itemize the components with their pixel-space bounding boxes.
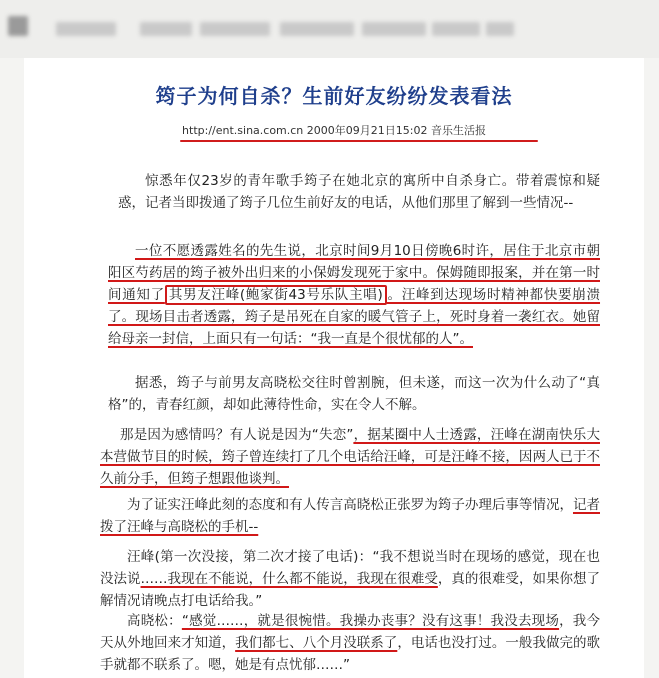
breadcrumb	[486, 22, 514, 36]
highlight-text: ，据某圈中人士透露，汪峰在湖南快乐大本营做节目的时候，筠子曾连续打了几个电话给汪峰，可是汪峰不接，因两人已于不久前分手，但筠子想跟他谈判。	[100, 427, 600, 487]
source-underline	[180, 140, 538, 142]
article-source	[24, 122, 644, 138]
paragraph-6	[100, 546, 600, 612]
site-logo	[8, 16, 28, 36]
breadcrumb	[56, 22, 116, 36]
breadcrumb	[140, 22, 192, 36]
paragraph-7-text: ，电话也没打过。一般我做完的歌手就都不联系了。嗯，她是有点忧郁……”	[100, 635, 601, 673]
paragraph-3	[108, 372, 600, 416]
boxed-text: 其男友汪峰(鲍家街43号乐队主唱)	[165, 285, 387, 305]
paragraph-4	[100, 424, 600, 490]
paragraph-4-text: 那是因为感情吗？有人说是因为“失恋”	[120, 427, 354, 443]
paragraph-7	[100, 610, 600, 676]
paragraph-2	[108, 240, 600, 350]
browser-bar	[0, 0, 659, 58]
paragraph-5	[100, 494, 600, 538]
paragraph-1-text: 惊悉年仅23岁的青年歌手筠子在她北京的寓所中自杀身亡。带着震惊和疑惑，记者当即拨通了筠子几位生前好友的电话，从他们那里了解到一些情况--	[118, 173, 600, 211]
paragraph-6-text: 汪峰(第一次没接，第二次才接了电话)：“我不想说当时在现场的感觉，现在也没法说	[100, 549, 600, 587]
source-line: http://ent.sina.com.cn 2000年09月21日15:02 音乐生活报	[182, 124, 486, 137]
paragraph-1	[118, 170, 600, 214]
highlight-text: 一位不愿透露姓名的先生说，北京时间9月10日傍晚6时许，居住于北京市朝阳区芍药居的筠子被外出归来的小保姆发现死于家中。保姆随即报案，并在第一时间通知了	[108, 243, 600, 303]
paragraph-5-text: 为了证实汪峰此刻的态度和有人传言高晓松正张罗为筠子办理后事等情况，	[127, 497, 573, 513]
highlight-text: 我们都七、八个月没联系了	[235, 635, 398, 651]
highlight-text: 记者拨了汪峰与高晓松的手机--	[100, 497, 600, 535]
breadcrumb	[200, 22, 270, 36]
highlight-text: ……我现在不能说，什么都不能说，我现在很难受	[140, 571, 438, 587]
speaker-label: 高晓松：	[127, 613, 182, 629]
article-title: 筠子为何自杀？生前好友纷纷发表看法	[155, 84, 513, 108]
paragraph-3-text: 据悉，筠子与前男友高晓松交往时曾割腕，但未遂，而这一次为什么动了“真格”的，青春红颜，却如此薄待性命，实在令人不解。	[108, 375, 600, 413]
breadcrumb	[280, 22, 354, 36]
highlight-text: “感觉……，就是很惋惜。我操办丧事？没有这事！我没去现场	[181, 613, 560, 629]
breadcrumb	[362, 22, 426, 36]
breadcrumb	[432, 22, 480, 36]
article-page	[24, 58, 644, 678]
paragraph-6-text: ，真的很难受，如果你想了解情况请晚点打电话给我。”	[100, 571, 601, 609]
paragraph-7-text: ，我今天从外地回来才知道，	[100, 613, 601, 651]
highlight-text: 。汪峰到达现场时精神都快要崩溃了。现场目击者透露，筠子是吊死在自家的暖气管子上，死时身着一袭红衣。她留给母亲一封信，上面只有一句话：“我一直是个很忧郁的人”。	[108, 287, 601, 347]
